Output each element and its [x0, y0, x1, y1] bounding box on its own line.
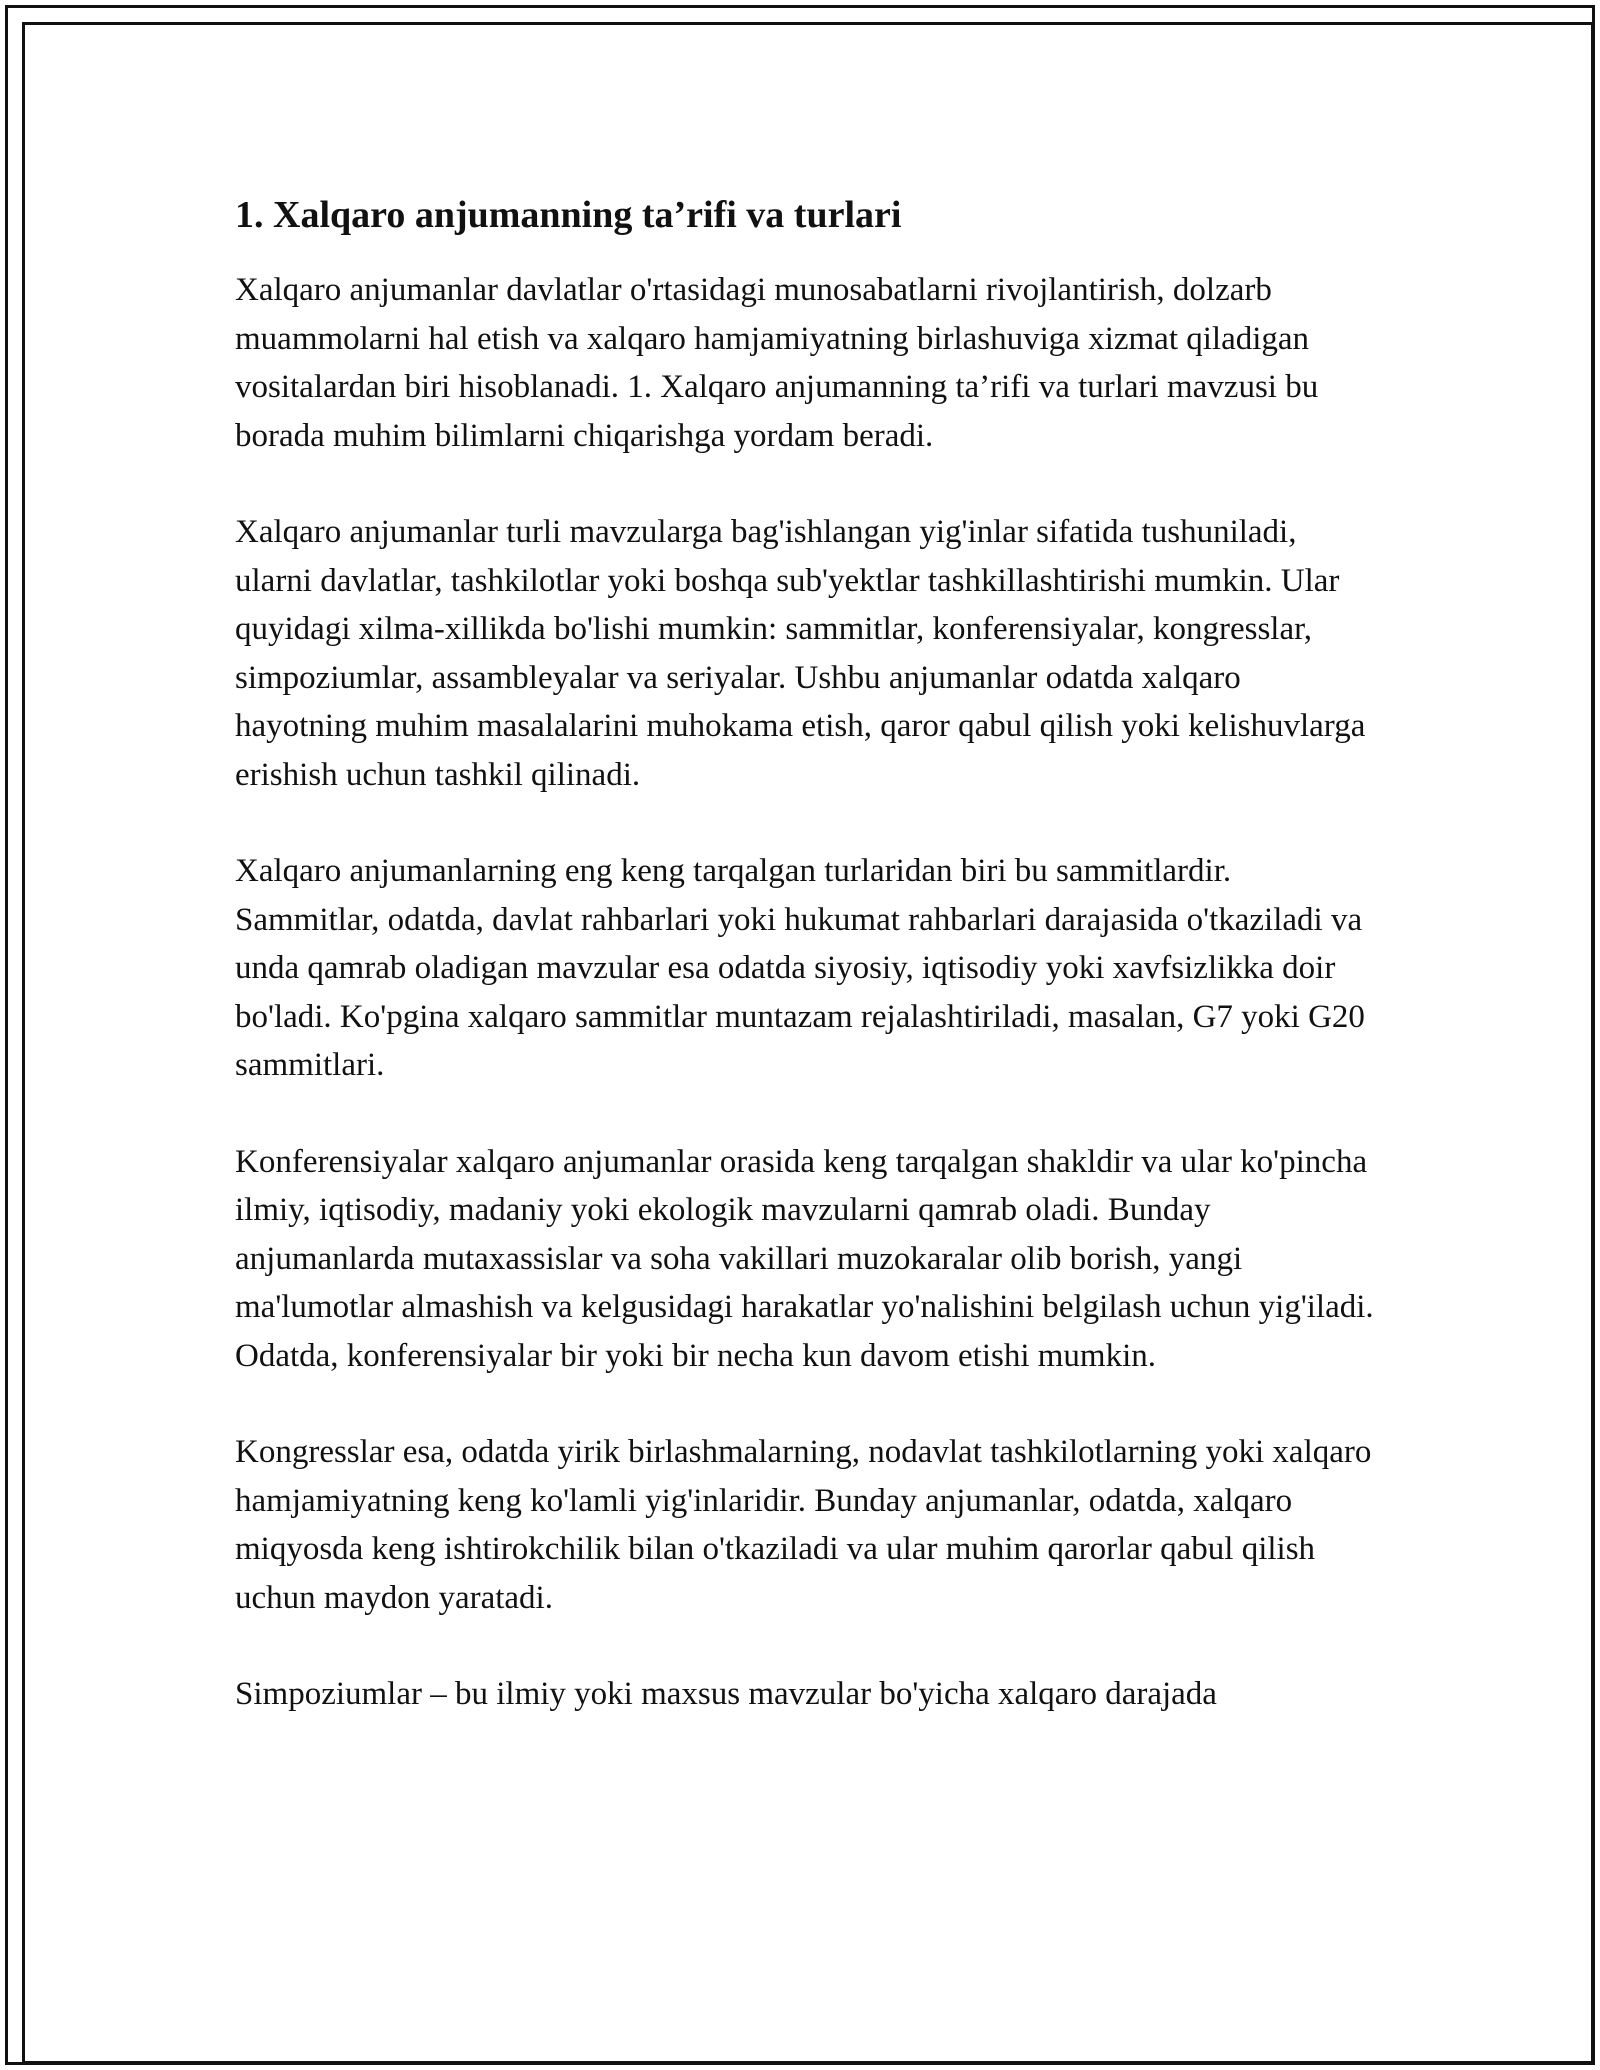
- paragraph-summits: Xalqaro anjumanlarning eng keng tarqalgan turlaridan biri bu sammitlardir. Sammitlar, odatda, davlat rahbarlari yoki hukumat rahbarlari darajasida o'tkaziladi va unda qamrab oladigan mavzular esa odatda siyosiy, iqtisodiy yoki xavfsizlikka doir bo'ladi. Ko'pgina xalqaro sammitlar muntazam rejalashtiriladi, masalan, G7 yoki G20 sammitlari.: [235, 853, 1365, 1083]
- document-body: [235, 188, 1375, 1767]
- paragraph-intro: Xalqaro anjumanlar davlatlar o'rtasidagi munosabatlarni rivojlantirish, dolzarb muammolarni hal etish va xalqaro hamjamiyatning birlashuviga xizmat qiladigan vositalardan biri hisoblanadi. 1. Xalqaro anjumanning ta’rifi va turlari mavzusi bu borada muhim bilimlarni chiqarishga yordam beradi.: [235, 272, 1319, 454]
- section-heading: 1. Xalqaro anjumanning ta’rifi va turlari: [235, 194, 902, 236]
- paragraph-definition: Xalqaro anjumanlar turli mavzularga bag'ishlangan yig'inlar sifatida tushuniladi, ularni davlatlar, tashkilotlar yoki boshqa sub'yektlar tashkillashtirishi mumkin. Ular quyidagi xilma-xillikda bo'lishi mumkin: sammitlar, konferensiyalar, kongresslar, simpoziumlar, assambleyalar va seriyalar. Ushbu anjumanlar odatda xalqaro hayotning muhim masalalarini muhokama etish, qaror qabul qilish yoki kelishuvlarga erishish uchun tashkil qilinadi.: [235, 514, 1366, 793]
- paragraph-symposiums: Simpoziumlar – bu ilmiy yoki maxsus mavzular bo'yicha xalqaro darajada: [235, 1676, 1217, 1712]
- paragraph-congresses: Kongresslar esa, odatda yirik birlashmalarning, nodavlat tashkilotlarning yoki xalqaro hamjamiyatning keng ko'lamli yig'inlaridir. Bunday anjumanlar, odatda, xalqaro miqyosda keng ishtirokchilik bilan o'tkaziladi va ular muhim qarorlar qabul qilish uchun maydon yaratadi.: [235, 1434, 1372, 1616]
- paragraph-conferences: Konferensiyalar xalqaro anjumanlar orasida keng tarqalgan shakldir va ular ko'pincha ilmiy, iqtisodiy, madaniy yoki ekologik mavzularni qamrab oladi. Bunday anjumanlarda mutaxassislar va soha vakillari muzokaralar olib borish, yangi ma'lumotlar almashish va kelgusidagi harakatlar yo'nalishini belgilash uchun yig'iladi. Odatda, konferensiyalar bir yoki bir necha kun davom etishi mumkin.: [235, 1143, 1374, 1374]
